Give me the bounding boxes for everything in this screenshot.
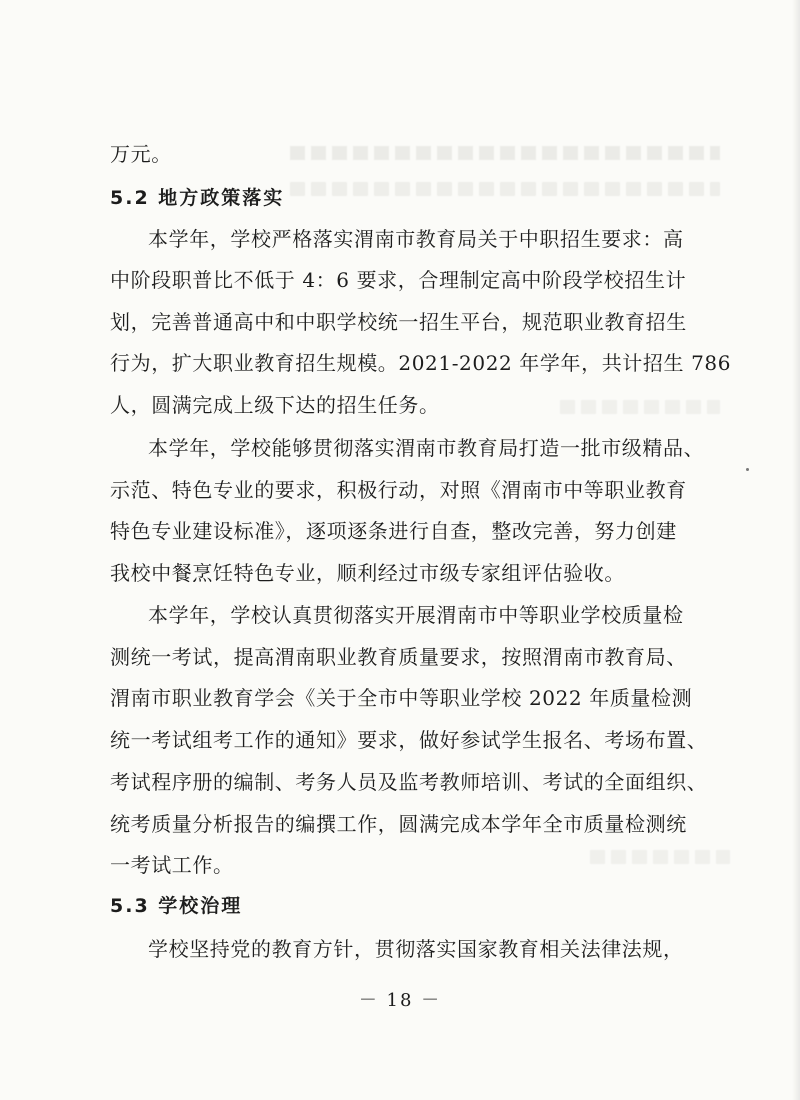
paragraph-line: 测统一考试，提高渭南职业教育质量要求，按照渭南市教育局、 [110,645,687,669]
paragraph-line: 一考试工作。 [110,853,234,877]
paragraph-line: 划，完善普通高中和中职学校统一招生平台，规范职业教育招生 [110,310,687,334]
paragraph-line: 特色专业建设标准》，逐项逐条进行自查，整改完善，努力创建 [110,519,677,543]
paragraph-line: 行为，扩大职业教育招生规模。2021-2022 年学年，共计招生 786 [110,351,732,375]
page-number: － 18 － [358,990,442,1011]
bleed-through-texture [290,182,720,196]
paragraph-line: 本学年，学校认真贯彻落实开展渭南市中等职业学校质量检 [148,603,684,627]
paragraph-line: 统考质量分析报告的编撰工作，圆满完成本学年全市质量检测统 [110,812,687,836]
paragraph-line: 本学年，学校严格落实渭南市教育局关于中职招生要求：高 [148,227,684,251]
paragraph-line: 中阶段职普比不低于 4：6 要求，合理制定高中阶段学校招生计 [110,268,687,292]
paragraph-line: 示范、特色专业的要求，积极行动，对照《渭南市中等职业教育 [110,478,687,502]
scan-edge-shadow [792,0,800,1100]
paragraph-line: 考试程序册的编制、考务人员及监考教师培训、考试的全面组织、 [110,770,708,794]
bleed-through-texture [290,146,720,160]
paragraph-line: 本学年，学校能够贯彻落实渭南市教育局打造一批市级精品、 [148,436,705,460]
paragraph-line: 渭南市职业教育学会《关于全市中等职业学校 2022 年质量检测 [110,686,693,710]
paragraph-line: 学校坚持党的教育方针，贯彻落实国家教育相关法律法规， [148,937,684,961]
paragraph-line: 我校中餐烹饪特色专业，顺利经过市级专家组评估验收。 [110,561,625,585]
paragraph-line: 人，圆满完成上级下达的招生任务。 [110,393,440,417]
bleed-through-texture [590,850,730,864]
paragraph-line: 统一考试组考工作的通知》要求，做好参试学生报名、考场布置、 [110,728,708,752]
body-text-line: 万元。 [110,142,172,166]
section-heading-5-2: 5.2 地方政策落实 [110,187,285,209]
bleed-through-texture [560,400,720,414]
section-heading-5-3: 5.3 学校治理 [110,895,243,917]
scan-speck [746,468,749,471]
